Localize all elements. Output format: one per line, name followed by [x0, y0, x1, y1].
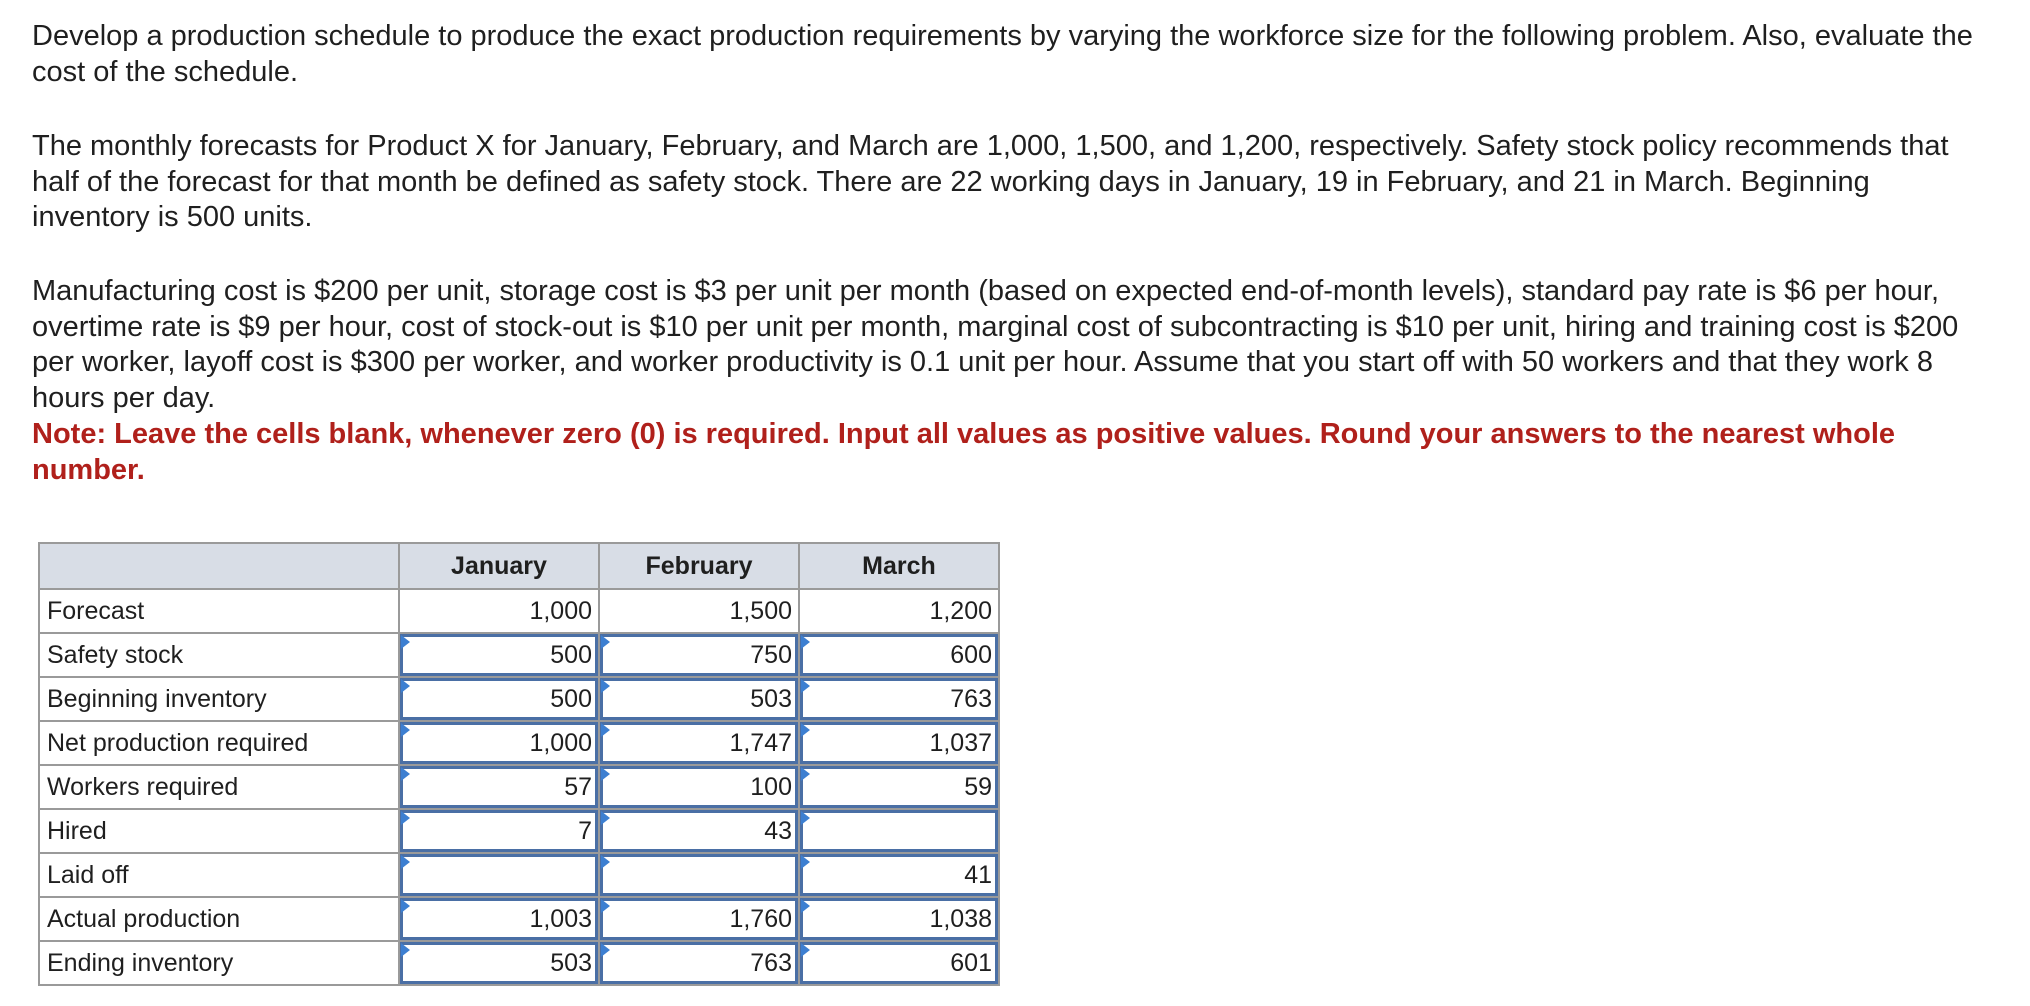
table-row [39, 677, 999, 721]
table-row [39, 589, 999, 633]
row-label-actual-production: Actual production [39, 897, 399, 941]
beginning-inventory-january-input[interactable]: 500 [399, 677, 599, 721]
problem-forecast-text: The monthly forecasts for Product X for January, February, and March are 1,000, 1,500, and 1,200, respectively. Safety stock policy recommends that half of the forecast for that month be defined as safety stock. There are 22 working days in January, 19 in February, and 21 in March. Beginning inventory is 500 units. [32, 130, 1949, 233]
problem-intro: Develop a production schedule to produce the exact production requirements by varying the workforce size for the following problem. Also, evaluate the cost of the schedule. [32, 20, 1973, 88]
ending-inventory-march-input[interactable]: 601 [799, 941, 999, 985]
hired-january-input[interactable]: 7 [399, 809, 599, 853]
net-production-january-input[interactable]: 1,000 [399, 721, 599, 765]
row-label-beginning-inventory: Beginning inventory [39, 677, 399, 721]
table-row [39, 941, 999, 985]
forecast-january: 1,000 [399, 589, 599, 633]
net-production-february-input[interactable]: 1,747 [599, 721, 799, 765]
beginning-inventory-march-input[interactable]: 763 [799, 677, 999, 721]
workers-required-march-input[interactable]: 59 [799, 765, 999, 809]
actual-production-january-input[interactable]: 1,003 [399, 897, 599, 941]
workers-required-january-input[interactable]: 57 [399, 765, 599, 809]
row-label-net-production: Net production required [39, 721, 399, 765]
production-schedule-table [38, 542, 1000, 986]
row-label-hired: Hired [39, 809, 399, 853]
safety-stock-february-input[interactable]: 750 [599, 633, 799, 677]
row-label-forecast: Forecast [39, 589, 399, 633]
beginning-inventory-february-input[interactable]: 503 [599, 677, 799, 721]
ending-inventory-february-input[interactable]: 763 [599, 941, 799, 985]
row-label-ending-inventory: Ending inventory [39, 941, 399, 985]
row-label-safety-stock: Safety stock [39, 633, 399, 677]
laid-off-march-input[interactable]: 41 [799, 853, 999, 897]
net-production-march-input[interactable]: 1,037 [799, 721, 999, 765]
header-march: March [799, 543, 999, 589]
header-january: January [399, 543, 599, 589]
workers-required-february-input[interactable]: 100 [599, 765, 799, 809]
header-february: February [599, 543, 799, 589]
table-row [39, 897, 999, 941]
problem-cost-text: Manufacturing cost is $200 per unit, storage cost is $3 per unit per month (based on expected end-of-month levels), standard pay rate is $6 per hour, overtime rate is $9 per hour, cost of stock-out is $10 per unit per month, marginal cost of subcontracting is $10 per unit, hiring and training cost is $200 per worker, layoff cost is $300 per worker, and worker productivity is 0.1 unit per hour. Assume that you start off with 50 workers and that they work 8 hours per day. [32, 275, 1959, 414]
header-corner [39, 543, 399, 589]
hired-march-input[interactable] [799, 809, 999, 853]
actual-production-february-input[interactable]: 1,760 [599, 897, 799, 941]
row-label-laid-off: Laid off [39, 853, 399, 897]
table-row [39, 853, 999, 897]
hired-february-input[interactable]: 43 [599, 809, 799, 853]
forecast-february: 1,500 [599, 589, 799, 633]
actual-production-march-input[interactable]: 1,038 [799, 897, 999, 941]
row-label-workers-required: Workers required [39, 765, 399, 809]
table-row [39, 633, 999, 677]
laid-off-january-input[interactable] [399, 853, 599, 897]
table-row [39, 809, 999, 853]
ending-inventory-january-input[interactable]: 503 [399, 941, 599, 985]
instruction-note: Note: Leave the cells blank, whenever zero (0) is required. Input all values as positive values. Round your answers to the nearest whole number. [32, 418, 1896, 486]
safety-stock-january-input[interactable]: 500 [399, 633, 599, 677]
safety-stock-march-input[interactable]: 600 [799, 633, 999, 677]
forecast-march: 1,200 [799, 589, 999, 633]
table-row [39, 721, 999, 765]
laid-off-february-input[interactable] [599, 853, 799, 897]
table-header-row [39, 543, 999, 589]
table-row [39, 765, 999, 809]
